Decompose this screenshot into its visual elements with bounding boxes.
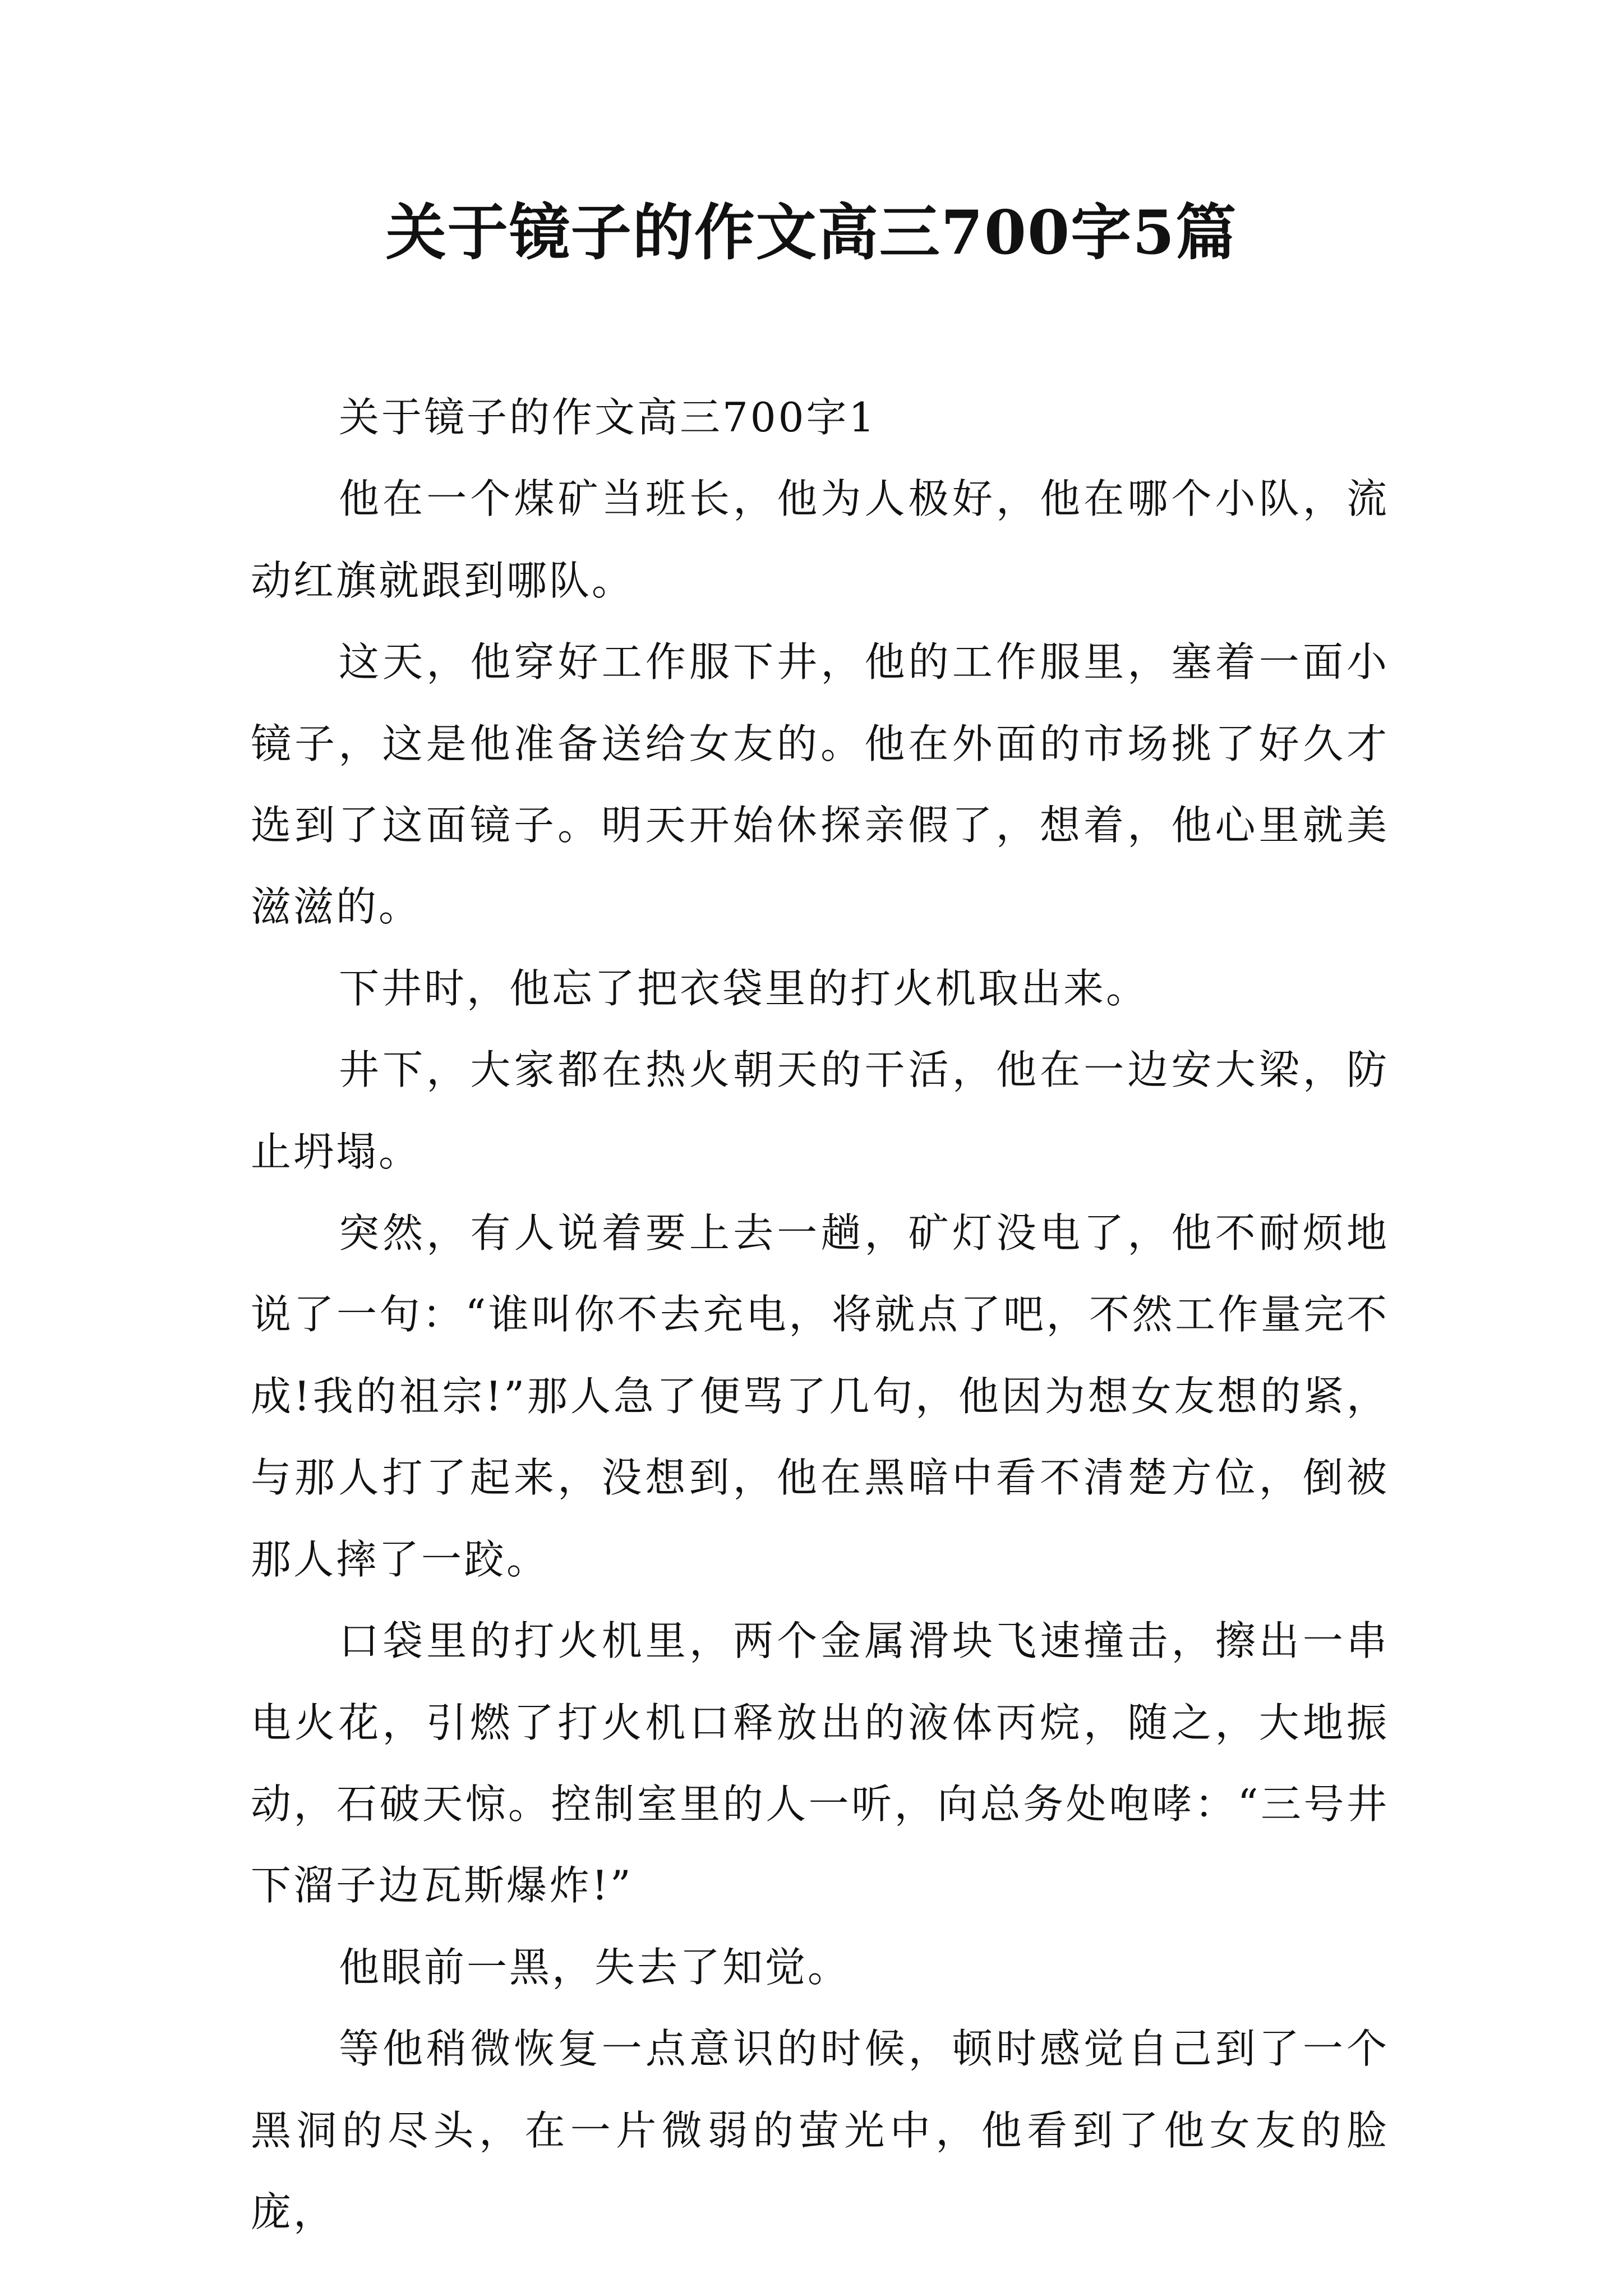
document-body — [251, 377, 1389, 2253]
paragraph: 下井时，他忘了把衣袋里的打火机取出来。 — [339, 964, 1149, 1012]
paragraph: 等他稍微恢复一点意识的时候，顿时感觉自己到了一个黑洞的尽头，在一片微弱的萤光中，他看到了他女友的脸庞， — [251, 2025, 1389, 2235]
paragraph: 突然，有人说着要上去一趟，矿灯没电了，他不耐烦地说了一句：“谁叫你不去充电，将就点了吧，不然工作量完不成!我的祖宗!”那人急了便骂了几句，他因为想女友想的紧，与那人打了起来，没想到，他在黑暗中看不清楚方位，倒被那人摔了一跤。 — [251, 1209, 1389, 1583]
paragraph-subtitle: 关于镜子的作文高三700字1 — [339, 394, 877, 441]
paragraph: 他在一个煤矿当班长，他为人极好，他在哪个小队，流动红旗就跟到哪队。 — [251, 475, 1389, 604]
paragraph: 井下，大家都在热火朝天的干活，他在一边安大梁，防止坍塌。 — [251, 1046, 1389, 1175]
paragraph: 他眼前一黑，失去了知觉。 — [339, 1943, 851, 1991]
document-title: 关于镜子的作文高三700字5篇 — [385, 197, 1238, 268]
paragraph: 口袋里的打火机里，两个金属滑块飞速撞击，擦出一串电火花，引燃了打火机口释放出的液体丙烷，随之，大地振动，石破天惊。控制室里的人一听，向总务处咆哮：“三号井下溜子边瓦斯爆炸!” — [251, 1617, 1389, 1910]
paragraph: 这天，他穿好工作服下井，他的工作服里，塞着一面小镜子，这是他准备送给女友的。他在外面的市场挑了好久才选到了这面镜子。明天开始休探亲假了，想着，他心里就美滋滋的。 — [251, 638, 1389, 931]
